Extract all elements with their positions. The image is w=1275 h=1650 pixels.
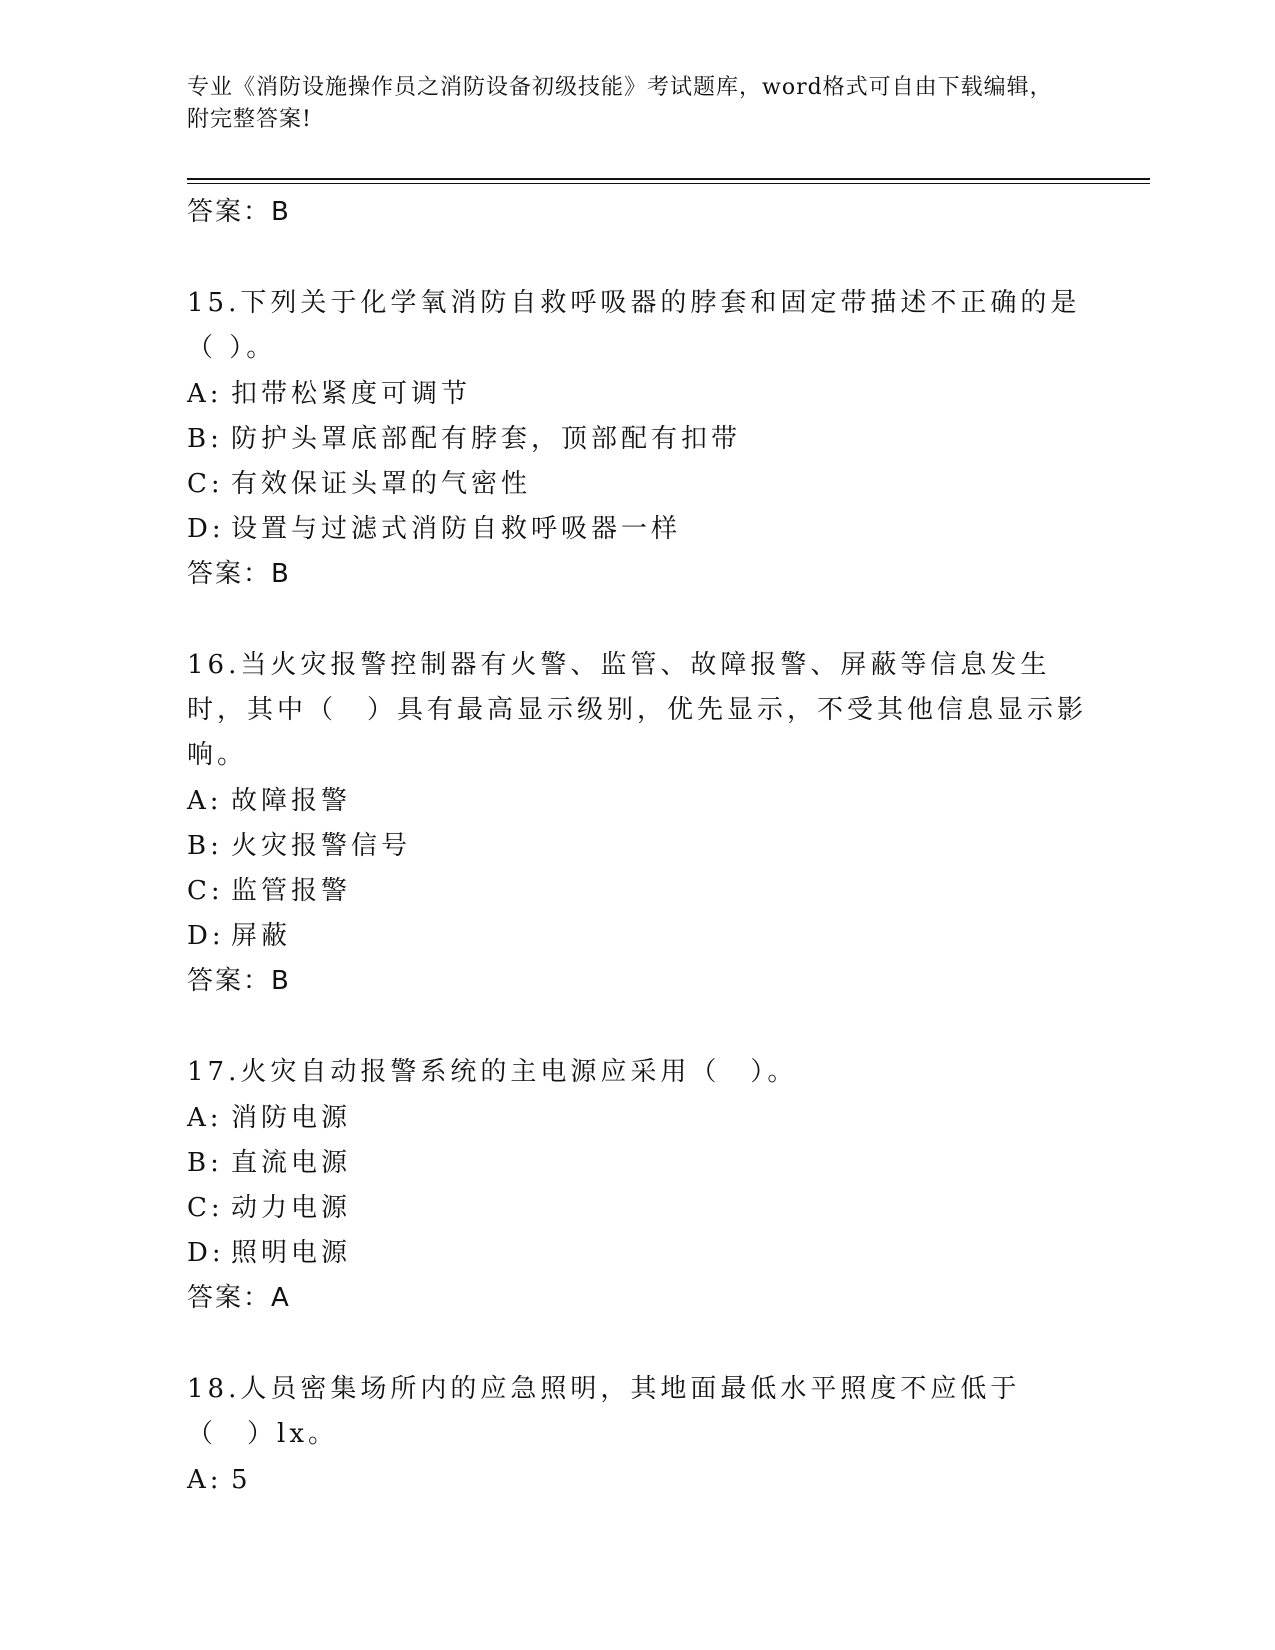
answer-value: B	[271, 966, 291, 996]
option-text: 直流电源	[231, 1148, 352, 1178]
option-text: 有效保证头罩的气密性	[231, 469, 532, 499]
question-list	[187, 190, 1087, 1503]
option-b	[187, 1141, 1087, 1186]
option-letter: C:	[187, 876, 224, 906]
option-text: 消防电源	[231, 1103, 352, 1133]
question-text: 火灾自动报警系统的主电源应采用（ ）。	[240, 1057, 798, 1087]
answer-line	[187, 959, 1087, 1003]
option-letter: A:	[187, 786, 223, 816]
answer-line	[187, 552, 1087, 596]
answer-label: 答案：	[187, 1283, 272, 1313]
question-text: 人员密集场所内的应急照明，其地面最低水平照度不应低于（ ）lx。	[187, 1374, 1021, 1449]
question-number: 18.	[187, 1374, 241, 1404]
option-text: 5	[231, 1465, 252, 1495]
option-text: 监管报警	[231, 876, 352, 906]
option-letter: A:	[187, 1103, 223, 1133]
answer-label: 答案：	[187, 966, 272, 996]
option-a	[187, 1458, 1087, 1503]
option-text: 屏蔽	[231, 921, 292, 951]
option-text: 火灾报警信号	[231, 831, 412, 861]
option-a	[187, 372, 1087, 417]
question-number: 15.	[187, 288, 241, 318]
question-number: 16.	[187, 650, 241, 680]
question-text: 当火灾报警控制器有火警、监管、故障报警、屏蔽等信息发生时，其中（ ）具有最高显示级别，优先显示，不受其他信息显示影响。	[187, 650, 1088, 770]
question-17	[187, 1050, 1087, 1095]
header-text: 专业《消防设施操作员之消防设备初级技能》考试题库，word格式可自由下载编辑，附完整答案!	[187, 75, 1053, 132]
question-18	[187, 1367, 1087, 1457]
question-number: 17.	[187, 1057, 241, 1087]
answer-value: B	[271, 559, 291, 589]
option-text: 故障报警	[231, 786, 352, 816]
option-letter: A:	[187, 379, 223, 409]
option-d	[187, 914, 1087, 959]
answer-value: A	[271, 1283, 291, 1313]
option-letter: B:	[187, 424, 223, 454]
header-divider-thin	[187, 183, 1150, 184]
answer-value: B	[271, 197, 291, 227]
option-letter: C:	[187, 469, 224, 499]
option-text: 动力电源	[231, 1193, 352, 1223]
option-text: 扣带松紧度可调节	[231, 379, 472, 409]
option-b	[187, 417, 1087, 462]
option-b	[187, 824, 1087, 869]
option-letter: D:	[187, 1238, 225, 1268]
header-divider	[187, 178, 1150, 180]
option-c	[187, 462, 1087, 507]
option-letter: B:	[187, 1148, 223, 1178]
question-text: 下列关于化学氧消防自救呼吸器的脖套和固定带描述不正确的是（ ）。	[187, 288, 1081, 363]
option-letter: C:	[187, 1193, 224, 1223]
answer-line	[187, 190, 1087, 234]
option-text: 防护头罩底部配有脖套，顶部配有扣带	[231, 424, 742, 454]
document-header	[187, 72, 1067, 136]
option-text: 照明电源	[231, 1238, 352, 1268]
option-letter: D:	[187, 921, 225, 951]
option-a	[187, 779, 1087, 824]
option-c	[187, 1186, 1087, 1231]
answer-label: 答案：	[187, 559, 272, 589]
option-c	[187, 869, 1087, 914]
option-a	[187, 1096, 1087, 1141]
option-d	[187, 507, 1087, 552]
answer-line	[187, 1276, 1087, 1320]
answer-label: 答案：	[187, 197, 272, 227]
option-d	[187, 1231, 1087, 1276]
option-letter: D:	[187, 514, 225, 544]
question-15	[187, 281, 1087, 371]
option-letter: B:	[187, 831, 223, 861]
option-letter: A:	[187, 1465, 223, 1495]
option-text: 设置与过滤式消防自救呼吸器一样	[231, 514, 682, 544]
question-16	[187, 643, 1087, 778]
